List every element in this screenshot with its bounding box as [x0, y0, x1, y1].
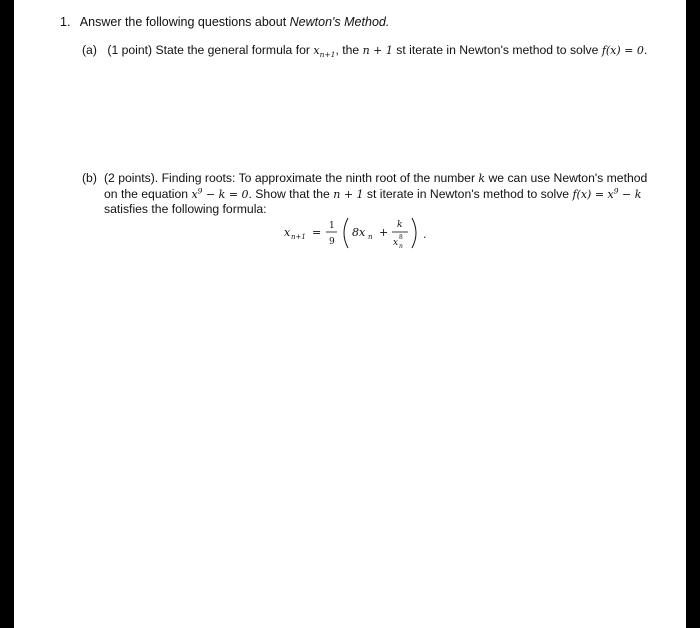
formula-frac-den: 9 — [329, 237, 335, 247]
formula-den-sup: 8 — [399, 234, 403, 241]
document-page — [14, 0, 686, 628]
part-a-text-3: st iterate in Newton's method to solve — [396, 43, 599, 57]
formula-term1: 8x — [352, 226, 366, 239]
formula-left-paren — [344, 218, 348, 248]
formula-plus: + — [379, 226, 389, 239]
formula-right-paren — [412, 218, 416, 248]
part-b-f-expr: $f(x) = x^9 - k$ — [572, 185, 642, 201]
part-a-text-1: (1 point) State the general formula for — [107, 43, 310, 57]
formula-lhs-var: x — [284, 226, 291, 239]
part-b — [82, 171, 652, 218]
formula-den-sub: n — [399, 243, 403, 250]
part-b-k-symbol: k — [478, 172, 486, 185]
formula-equals: = — [312, 226, 322, 239]
question-number: 1. — [60, 15, 71, 29]
question-topic: Newton's Method. — [289, 15, 390, 29]
question-1-heading — [60, 15, 389, 29]
part-b-label: (b) — [82, 171, 97, 185]
formula-frac-num: 1 — [329, 221, 335, 231]
part-b-n-expr: n + 1 — [333, 187, 364, 201]
newton-iteration-formula — [282, 214, 452, 254]
part-a-label: (a) — [82, 43, 97, 57]
formula-den-var: x — [393, 238, 399, 248]
part-a-x-symbol: $x_{n+1}$ — [313, 44, 336, 60]
formula-end-period: . — [423, 228, 427, 241]
part-a-text-2: , the — [335, 43, 360, 57]
part-b-line-3: satisfies the following formula: — [104, 202, 267, 216]
part-b-equation: $x^9 - k = 0$ — [191, 185, 249, 201]
formula-lhs-sub: n+1 — [291, 233, 306, 241]
part-a — [82, 43, 647, 59]
part-a-n-expr: n + 1 — [362, 44, 393, 57]
question-intro: Answer the following questions about — [79, 15, 290, 29]
part-b-line-2: on the equation $x^9 - k = 0$. Show that the n + 1 st iterate in Newton's method to solve $f(x) = x^9 - k$ — [104, 185, 642, 201]
formula-term1-sub: n — [368, 233, 373, 241]
part-b-line-1: (b) (2 points). Finding roots: To approximate the ninth root of the number k we can use Newton's method — [82, 171, 648, 185]
part-a-f-expr: f(x) = 0. — [601, 44, 648, 57]
formula-k-num: k — [397, 220, 403, 230]
